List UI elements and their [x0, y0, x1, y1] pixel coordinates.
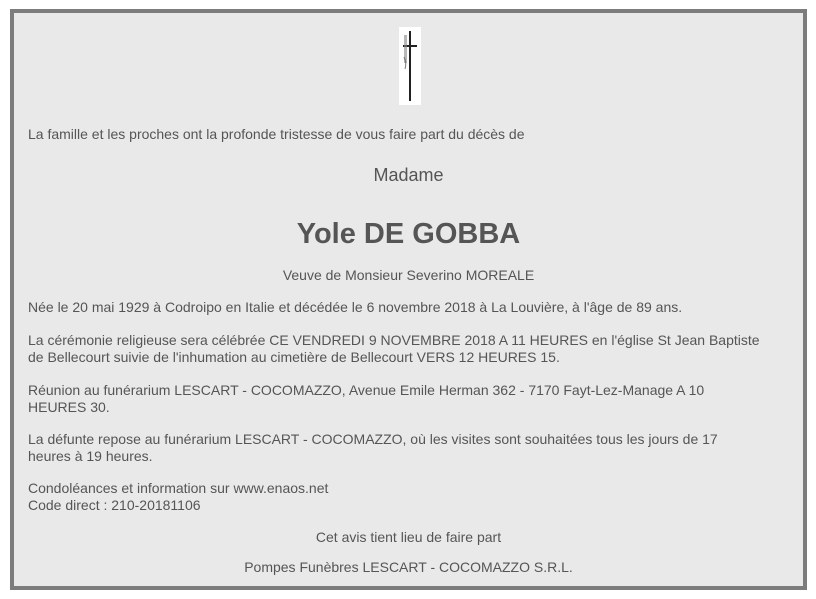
meeting-line-1: Réunion au funérarium LESCART - COCOMAZZO, Avenue Emile Herman 362 - 7170 Fayt-Lez-Manage A 10: [28, 382, 705, 398]
condolences-text: Condoléances et information sur www.enaos.net: [28, 480, 329, 496]
meeting-line-2: HEURES 30.: [28, 399, 110, 415]
intro-text: La famille et les proches ont la profonde tristesse de vous faire part du décès de: [28, 126, 525, 142]
funeral-home-text: Pompes Funèbres LESCART - COCOMAZZO S.R.L.: [244, 559, 573, 575]
code-direct-text: Code direct : 210-20181106: [28, 497, 201, 513]
ceremony-line-1: La cérémonie religieuse sera célébrée CE VENDREDI 9 NOVEMBRE 2018 A 11 HEURES en l'église St Jean Baptiste: [28, 332, 760, 348]
rest-line-1: La défunte repose au funérarium LESCART - COCOMAZZO, où les visites sont souhaitées tous les jours de 17: [28, 431, 718, 447]
obituary-card: [10, 9, 807, 590]
cross-icon: [399, 27, 421, 105]
title-madame: Madame: [373, 165, 444, 185]
ceremony-line-2: de Bellecourt suivie de l'inhumation au cimetière de Bellecourt VERS 12 HEURES 15.: [28, 349, 560, 365]
widow-text: Veuve de Monsieur Severino MOREALE: [282, 267, 535, 283]
rest-line-2: heures à 19 heures.: [28, 448, 153, 464]
birth-death-text: Née le 20 mai 1929 à Codroipo en Italie et décédée le 6 novembre 2018 à La Louvière, à l'âge de 89 ans.: [28, 299, 683, 315]
deceased-name: Yole DE GOBBA: [296, 218, 521, 250]
notice-text: Cet avis tient lieu de faire part: [315, 529, 502, 545]
